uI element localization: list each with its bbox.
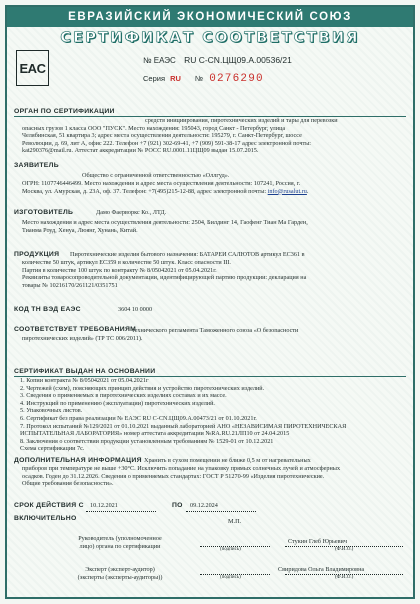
divider [86, 511, 156, 512]
basis-label: СЕРТИФИКАТ ВЫДАН НА ОСНОВАНИИ [14, 368, 156, 375]
code-value: 3604 10 0000 [118, 306, 153, 313]
code-label: КОД ТН ВЭД ЕАЭС [14, 306, 81, 313]
additional-text: приборов при температуре не выше +30°С. Исключить попадание на упаковку прямых солнечных лучей и атмосферных осадков. Годен до 31.12.2026. Сведения о применяемых стандартах: ГОСТ Р 51270-99 «Изделия пиротехнические. Общие требования безопасности». [22, 465, 341, 488]
list-item: Схема сертификации 7с. [20, 445, 85, 453]
expert-role: Эксперт (эксперт-аудитор) (эксперты (эксперты-аудиторы)) [77, 566, 163, 581]
divider [186, 511, 256, 512]
manufacturer-name: Дамо Фаерворкс Ко., ЛТД. [96, 209, 167, 216]
series-line [143, 73, 264, 85]
head-name: Стукин Глеб Юрьевич [288, 538, 347, 545]
product-text: количестве 50 штук, артикул ЕС359 в количестве 50 штук. Класс опасности III. Партия в количестве 100 штук по контракту № 8/05042021 от 05.04.2021г. Реквизиты товаросопроводительной документации, идентифицирующей партию продукции: декларация на товары № 10216170/261121/0351751 [22, 259, 307, 289]
compliance-label: СООТВЕТСТВУЕТ ТРЕБОВАНИЯМ [14, 326, 137, 333]
serial-prefix: № [195, 74, 204, 83]
list-item: 8. Заключения о соответствии продукции установленным требованиям № 1529-01 от 10.12.2021 [20, 437, 274, 445]
series-label: Серия [143, 74, 166, 83]
list-item: 3. Сведения о применяемых в пиротехнических изделиях составах и их массе. [20, 392, 227, 400]
list-item: 6. Сертификат без права реализации № ЕАЭС RU C-CN.ЦЩ09.А.00473/21 от 01.10.2021г. [20, 414, 257, 422]
applicant-text: ОГРН: 1107746446499. Место нахождения и адрес места осуществления деятельности: 107241, Россия, г. Москва, ул. Амурская, д. 23А, оф. 37. Телефон: +7(495)215-12-88, адрес электронной почты: info@rusalut.ru. [22, 180, 309, 195]
validity-from-label: СРОК ДЕЙСТВИЯ С [14, 502, 84, 509]
applicant-email-link[interactable]: info@rusalut.ru [267, 187, 307, 195]
basis-list [20, 377, 408, 453]
applicant-label: ЗАЯВИТЕЛЬ [14, 162, 59, 169]
ornamental-frame [5, 5, 415, 599]
manufacturer-text: Место нахождения и адрес места осуществления деятельности: 2504, Билдинг 14, Гаофенг Тиан Ма Гарден, Тианма Роуд, Хенуа, Люянг, Хунань, Китай. [22, 219, 308, 234]
validity-to-label: ПО [172, 502, 183, 509]
expert-name: Свиридова Ольга Владимировна [278, 566, 365, 573]
list-item: 7. Протокол испытаний №129/2021 от 01.10.2021 выданный лабораторией АНО «НЕЗАВИСИМАЯ ПИРОТЕХНИЧЕСКАЯ [20, 422, 347, 430]
name-caption: (Ф.И.О.) [335, 575, 354, 580]
list-item: 1. Копии контракта № 8/05042021 от 05.04.2021г [20, 377, 149, 384]
head-role: Руководитель (уполномоченное лицо) органа по сертификации [78, 535, 162, 550]
list-item: 2. Чертежей (схем), поясняющих принцип действия и устройство пиротехнических изделий. [20, 384, 265, 392]
product-line-1: Пиротехнические изделия бытового назначения: БАТАРЕИ САЛЮТОВ артикул ЕС361 в [70, 251, 305, 258]
eac-mark-icon: EAC [16, 50, 49, 86]
signature-caption: (подпись) [220, 575, 241, 580]
validity-from: 10.12.2021 [90, 502, 118, 509]
compliance-line-2: пиротехнических изделий» (ТР ТС 006/2011). [22, 335, 143, 342]
seal-mark: М.П. [228, 518, 242, 525]
additional-line-1: Хранить в сухом помещении не ближе 0,5 м от нагревательных [144, 457, 311, 464]
union-banner: ЕВРАЗИЙСКИЙ ЭКОНОМИЧЕСКИЙ СОЮЗ [7, 7, 413, 27]
manufacturer-label: ИЗГОТОВИТЕЛЬ [14, 209, 74, 216]
additional-label: ДОПОЛНИТЕЛЬНАЯ ИНФОРМАЦИЯ [14, 457, 142, 464]
certificate-title: СЕРТИФИКАТ СООТВЕТСТВИЯ [60, 30, 360, 46]
list-item: 5. Упаковочных листов. [20, 407, 83, 415]
list-item: 4. Инструкций по применению (эксплуатации) пиротехнических изделий. [20, 399, 215, 407]
validity-to: 09.12.2024 [190, 502, 218, 509]
list-item: ИСПЫТАТЕЛЬНАЯ ЛАБОРАТОРИЯ» номер аттестата аккредитации №RA.RU.21ЛП10 от 24.04.2015 [20, 430, 290, 438]
number-prefix: № ЕАЭС [143, 56, 176, 65]
organ-line-1: средств инициирования, пиротехнических изделий и тары для перевозки [145, 117, 338, 124]
series-code: RU [170, 74, 181, 83]
serial-number: 0276290 [209, 73, 264, 85]
number-value: RU C-CN.ЦЩ09.А.00536/21 [184, 55, 292, 65]
organ-text: опасных грузов 1 класса ООО "ПУСК". Место нахождения: 195043, город Санкт - Петербург, улица Челябинская, 51 квартира 3; адрес места осуществления деятельности: 195279, г. Санкт-Петербург, шоссе Революции, д. 69, лит А, офис 222. Телефон +7 (921) 302-69-41, +7 (909) 591-38-17 адрес электронной почты: kat290376@mail.ru. Аттестат аккредитации № РОСС RU.0001.11ЦЩ09 выдан 15.07.2015. [22, 124, 312, 155]
certificate-number [143, 55, 292, 65]
applicant-name: Общество с ограниченной ответственностью «Оллгуд». [82, 172, 230, 179]
organ-label: ОРГАН ПО СЕРТИФИКАЦИИ [14, 108, 115, 115]
product-label: ПРОДУКЦИЯ [14, 251, 60, 258]
compliance-line-1: технического регламента Таможенного союза «О безопасности [132, 326, 299, 334]
validity-inclusive: ВКЛЮЧИТЕЛЬНО [14, 515, 77, 522]
name-caption: (Ф.И.О.) [335, 547, 354, 552]
signature-caption: (подпись) [220, 547, 241, 552]
